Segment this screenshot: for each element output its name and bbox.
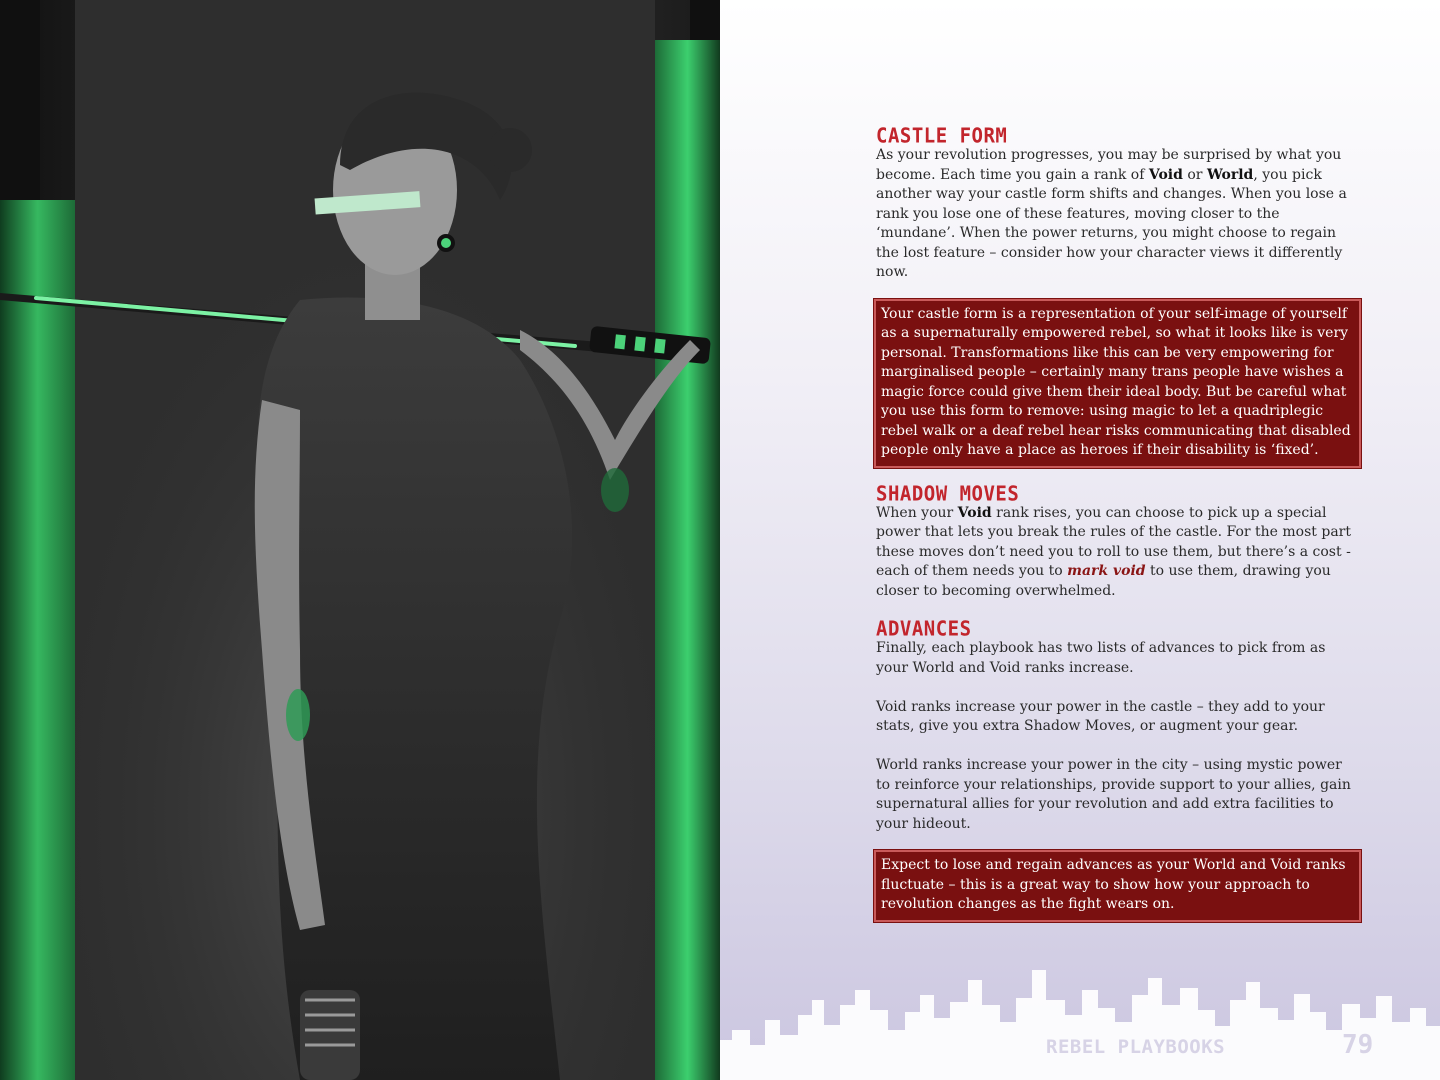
advances-para-1: Finally, each playbook has two lists of advances to pick from as your World and Void ranks increase.	[876, 640, 1326, 676]
advances-heading: ADVANCES	[876, 617, 972, 641]
shadow-moves-heading: SHADOW MOVES	[876, 481, 1020, 506]
page-number: 79	[1342, 1030, 1374, 1060]
advances-callout	[874, 850, 1361, 922]
section-shadow-moves	[876, 482, 1360, 602]
advances-para-3: World ranks increase your power in the city – using mystic power to reinforce your relationships, provide support to your allies, gain supernatural allies for your revolution and add extra facilities to your hideout.	[876, 757, 1351, 832]
book-title-footer: REBEL PLAYBOOKS	[1046, 1036, 1226, 1058]
castle-form-body: As your revolution progresses, you may be surprised by what you become. Each time you gain a rank of Void or World, you pick another way your castle form shifts and changes. When you lose a rank you lose one of these features, moving closer to the ‘mundane’. When the power returns, you might choose to regain the lost feature – consider how your character views it differently now.	[876, 147, 1347, 280]
section-advances	[876, 617, 1360, 834]
content-column	[876, 124, 1360, 936]
advances-callout-text: Expect to lose and regain advances as your World and Void ranks fluctuate – this is a great way to show how your approach to revolution changes as the fight wears on.	[881, 857, 1346, 912]
void-term: Void	[1148, 166, 1183, 183]
section-castle-form	[876, 124, 1360, 283]
castle-form-callout	[874, 299, 1361, 468]
mark-void-term: mark void	[1067, 563, 1146, 579]
advances-para-2: Void ranks increase your power in the castle – they add to your stats, give you extra Shadow Moves, or augment your gear.	[876, 698, 1325, 734]
city-skyline-graphic	[720, 960, 1440, 1080]
world-term: World	[1206, 166, 1254, 183]
castle-form-heading: CASTLE FORM	[876, 124, 1008, 148]
void-term: Void	[957, 504, 992, 521]
shadow-moves-body: When your Void rank rises, you can choose to pick up a special power that lets you break the rules of the castle. For the most part these moves don’t need you to roll to use them, but there’s a cost - each of them needs you to mark void to use them, drawing you closer to becoming overwhelmed.	[876, 504, 1351, 599]
castle-form-callout-text: Your castle form is a representation of your self-image of yourself as a supernaturally empowered rebel, so what it looks like is very personal. Transformations like this can be very empowering for marginalised people – certainly many trans people have wishes a magic force could give them their ideal body. But be careful what you use this form to remove: using magic to let a quadriplegic rebel walk or a deaf rebel hear risks communicating that disabled people only have a place as heroes if their disability is ‘fixed’.	[881, 305, 1351, 458]
text-page	[720, 0, 1440, 1080]
